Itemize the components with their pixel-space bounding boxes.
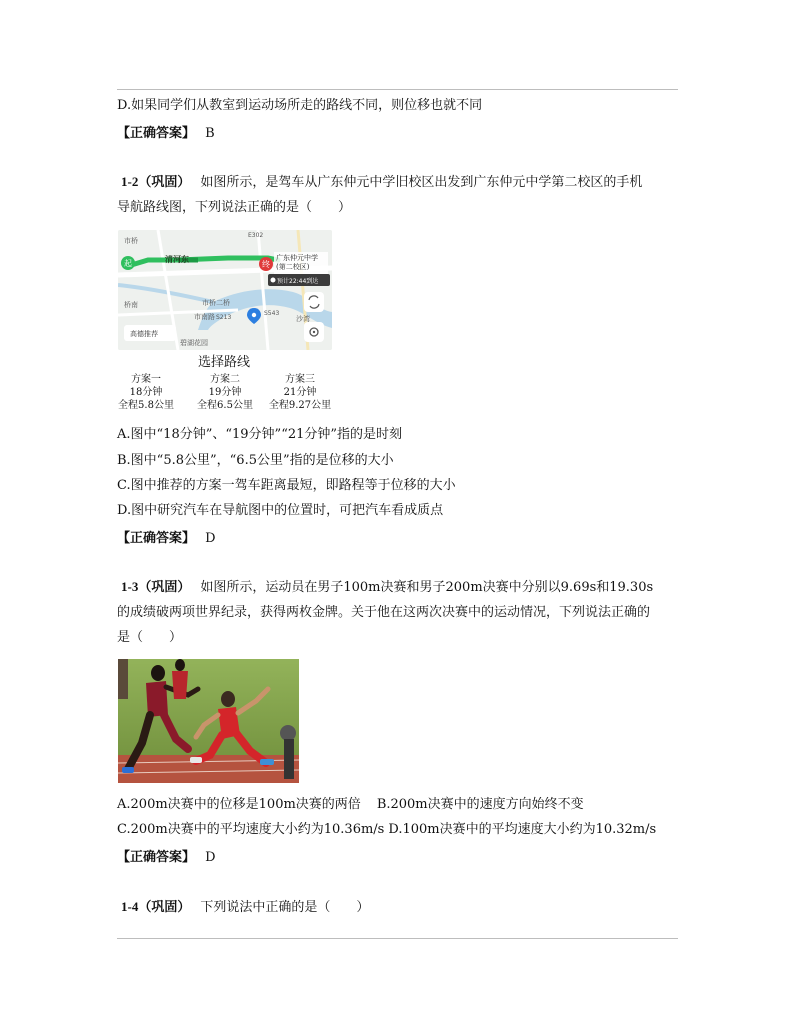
map-start-marker: 起 (124, 259, 132, 268)
question-number: 1-4 (121, 899, 139, 914)
q3-option-b: B.200m决赛中的速度方向始终不变 (376, 797, 584, 812)
q4-stem (121, 897, 369, 918)
q2-stem-line1 (121, 172, 642, 193)
q2-answer (117, 527, 216, 546)
answer-value: B (205, 126, 215, 141)
q3-stem-line1 (121, 577, 653, 598)
route-time: 21分钟 (283, 387, 317, 398)
route-option (110, 373, 182, 412)
route-option (189, 373, 261, 412)
route-name: 方案三 (285, 374, 315, 385)
sprint-photo (118, 659, 299, 783)
answer-label: 【正确答案】 (117, 531, 196, 546)
route-name: 方案二 (210, 374, 240, 385)
route-distance: 全程5.8公里 (118, 400, 174, 411)
q1-answer (117, 122, 215, 141)
q3-stem-line3: 是（ ） (117, 630, 183, 645)
route-time: 18分钟 (129, 387, 163, 398)
q2-option-d: D.图中研究汽车在导航图中的位置时，可把汽车看成质点 (117, 503, 444, 518)
map-label-bridge2: 市桥二桥 (202, 299, 230, 307)
question-stem: 如图所示，运动员在男子100m决赛和男子200m决赛中分别以9.69s和19.30s (200, 580, 654, 595)
answer-value: D (205, 850, 216, 865)
answer-label: 【正确答案】 (117, 850, 196, 865)
map-label-bridge3: 桥南 (124, 301, 138, 309)
navigation-map (118, 230, 332, 350)
q2-stem-line2: 导航路线图，下列说法正确的是（ ） (117, 200, 352, 215)
route-time: 19分钟 (208, 387, 242, 398)
q3-option-c: C.200m决赛中的平均速度大小约为10.36m/s (117, 822, 385, 837)
q3-options-row2 (117, 820, 656, 840)
map-end-marker: 终 (262, 260, 270, 269)
question-tag: （巩固） (138, 580, 191, 595)
map-road2: S543 (264, 310, 280, 317)
top-rule (117, 89, 678, 90)
route-title: 选择路线 (198, 355, 251, 370)
question-stem: 下列说法中正确的是（ ） (200, 900, 370, 915)
map-recommend-chip: 高德推荐 (130, 330, 158, 338)
q3-stem-line2: 的成绩破两项世界纪录，获得两枚金牌。关于他在这两次决赛中的运动情况，下列说法正确的 (117, 605, 651, 620)
route-distance: 全程6.5公里 (197, 400, 253, 411)
map-label-road-code: S213 (216, 314, 232, 321)
q3-option-d: D.100m决赛中的平均速度大小约为10.32m/s (388, 822, 657, 837)
q2-option-b: B.图中“5.8公里”，“6.5公里”指的是位移的大小 (117, 453, 394, 468)
answer-label: 【正确答案】 (117, 126, 196, 141)
map-label-road: 市南路 (194, 313, 215, 321)
map-label-bridge: 市桥 (124, 237, 138, 245)
question-number: 1-2 (121, 174, 139, 189)
q3-answer (117, 846, 216, 865)
map-road-code: E302 (248, 232, 264, 239)
q2-option-c: C.图中推荐的方案一驾车距离最短，即路程等于位移的大小 (117, 478, 456, 493)
q3-option-a: A.200m决赛中的位移是100m决赛的两倍 (117, 797, 361, 812)
map-label-bottom: 碧湖花园 (180, 339, 208, 347)
bottom-rule (117, 938, 678, 939)
question-number: 1-3 (121, 579, 139, 594)
question-stem: 如图所示，是驾车从广东仲元中学旧校区出发到广东仲元中学第二校区的手机 (200, 175, 643, 190)
map-dest-line1: 广东仲元中学 (276, 254, 318, 262)
route-distance: 全程9.27公里 (268, 400, 332, 411)
q2-option-a: A.图中“18分钟”、“19分钟”“21分钟”指的是时刻 (117, 427, 403, 442)
sprint-photo-graphic (118, 659, 299, 783)
q1-option-d: D.如果同学们从教室到运动场所走的路线不同，则位移也就不同 (117, 98, 483, 113)
route-option (264, 373, 336, 412)
map-eta: 预计22:44到达 (277, 278, 319, 285)
route-name: 方案一 (131, 374, 161, 385)
map-dest-line2: (第二校区) (276, 263, 310, 271)
map-label-sha: 沙湾 (296, 315, 310, 323)
answer-value: D (205, 531, 216, 546)
map-place-label: 清河东 (165, 255, 189, 264)
q3-options-row1 (117, 795, 584, 815)
question-tag: （巩固） (138, 175, 191, 190)
question-tag: （巩固） (138, 900, 191, 915)
